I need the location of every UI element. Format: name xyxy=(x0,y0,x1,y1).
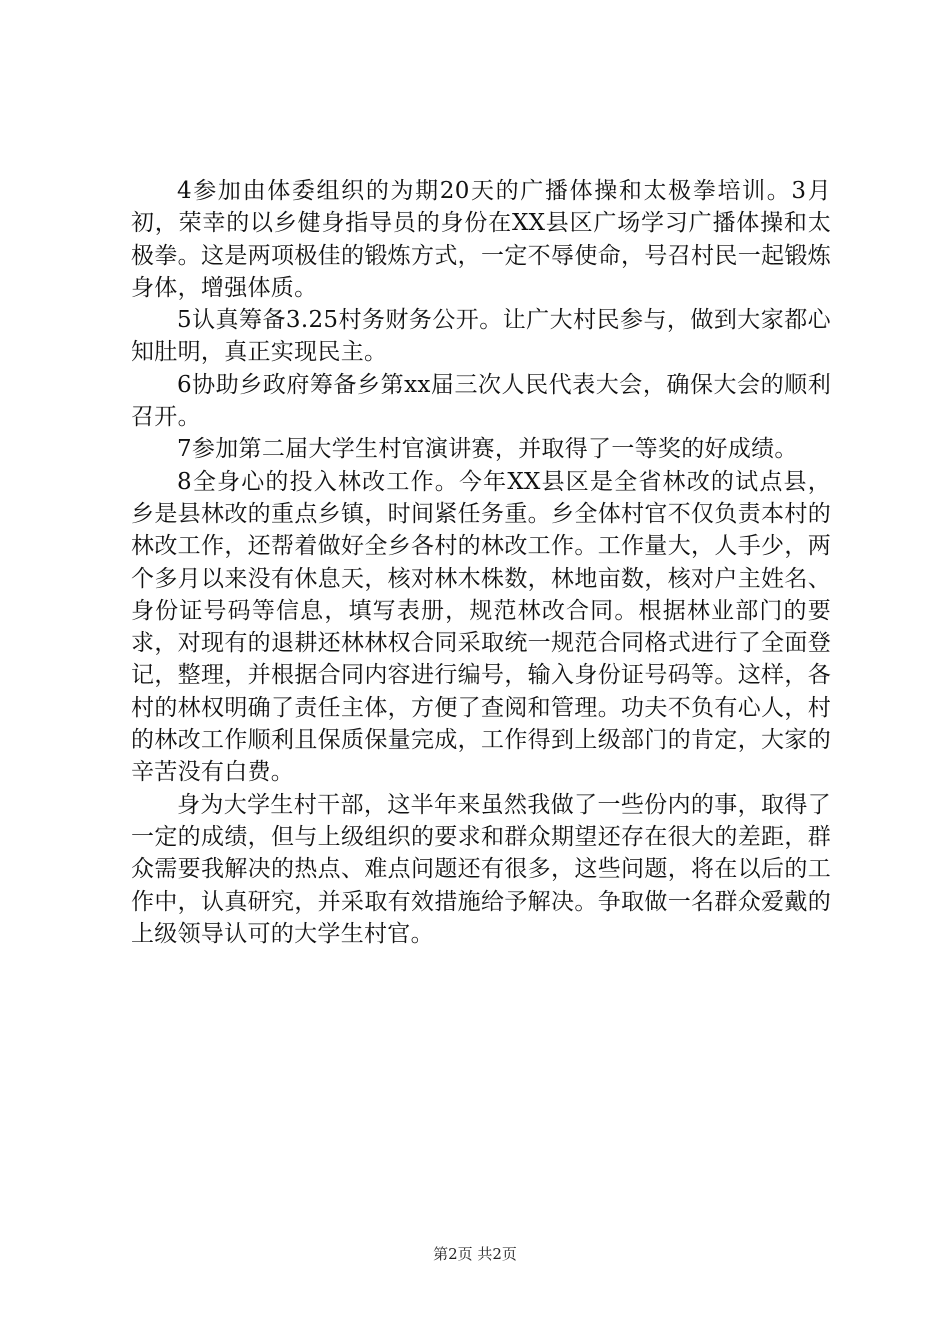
paragraph-item-6: 6协助乡政府筹备乡第xx届三次人民代表大会，确保大会的顺利召开。 xyxy=(131,371,831,431)
paragraph-item-4: 4参加由体委组织的为期20天的广播体操和太极拳培训。3月初，荣幸的以乡健身指导员的身份在XX县区广场学习广播体操和太极拳。这是两项极佳的锻炼方式，一定不辱使命，号召村民一起锻炼身体，增强体质。 xyxy=(131,178,831,301)
paragraph-item-7: 7参加第二届大学生村官演讲赛，并取得了一等奖的好成绩。 xyxy=(177,436,798,463)
paragraph-item-5: 5认真筹备3.25村务财务公开。让广大村民参与，做到大家都心知肚明，真正实现民主。 xyxy=(131,307,831,366)
paragraph-item-8: 8全身心的投入林改工作。今年XX县区是全省林改的试点县，乡是县林改的重点乡镇，时间紧任务重。乡全体村官不仅负责本村的林改工作，还帮着做好全乡各村的林改工作。工作量大，人手少，两个多月以来没有休息天，核对林木株数，林地亩数，核对户主姓名、身份证号码等信息，填写表册，规范林改合同。根据林业部门的要求，对现有的退耕还林林权合同采取统一规范合同格式进行了全面登记，整理，并根据合同内容进行编号，输入身份证号码等。这样，各村的林权明确了责任主体，方便了查阅和管理。功夫不负有心人，村的林改工作顺利且保质保量完成，工作得到上级部门的肯定，大家的辛苦没有白费。 xyxy=(131,468,831,786)
document-body xyxy=(131,175,831,950)
page-number-footer: 第2页 共2页 xyxy=(433,1245,517,1263)
paragraph-conclusion: 身为大学生村干部，这半年来虽然我做了一些份内的事，取得了一定的成绩，但与上级组织的要求和群众期望还存在很大的差距，群众需要我解决的热点、难点问题还有很多，这些问题，将在以后的工作中，认真研究，并采取有效措施给予解决。争取做一名群众爱戴的上级领导认可的大学生村官。 xyxy=(131,791,831,947)
